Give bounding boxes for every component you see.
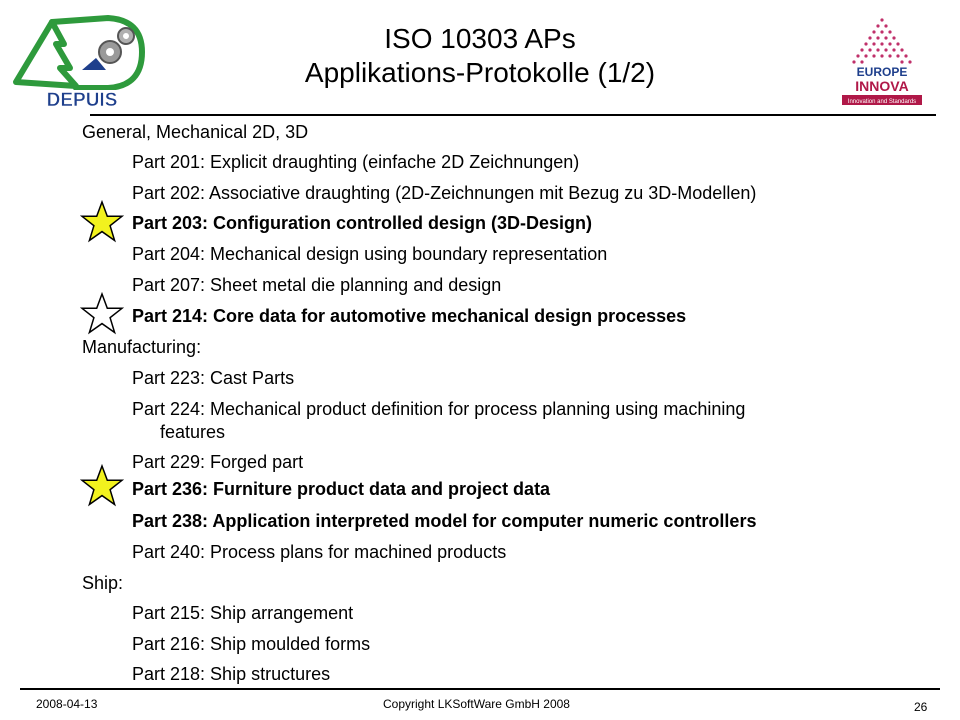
innova-tagline: Innovation and Standards xyxy=(847,99,917,105)
page-number: 26 xyxy=(914,700,928,714)
innova-text: INNOVA xyxy=(855,78,909,94)
footer-copyright: Copyright LKSoftWare GmbH 2008 xyxy=(383,697,570,711)
title-line-2: Applikations-Protokolle (1/2) xyxy=(304,57,656,88)
outline-star-icon xyxy=(80,292,124,336)
list-item-part-223: Part 223: Cast Parts xyxy=(132,368,295,388)
list-item-part-240: Part 240: Process plans for machined products xyxy=(132,542,507,562)
filled-star-icon xyxy=(80,464,124,508)
list-item-part-236: Part 236: Furniture product data and project data xyxy=(132,479,551,499)
list-item-part-218: Part 218: Ship structures xyxy=(132,664,331,684)
list-item-part-204: Part 204: Mechanical design using boundary representation xyxy=(132,244,608,264)
footer-divider xyxy=(20,688,940,690)
list-item-part-201: Part 201: Explicit draughting (einfache 2D Zeichnungen) xyxy=(132,152,580,172)
list-item-part-216: Part 216: Ship moulded forms xyxy=(132,634,371,654)
filled-star-icon xyxy=(80,200,124,244)
list-item-part-229: Part 229: Forged part xyxy=(132,452,304,472)
section-heading-general: General, Mechanical 2D, 3D xyxy=(82,122,309,142)
europe-text: EUROPE xyxy=(856,65,908,79)
section-heading-ship: Ship: xyxy=(82,573,124,593)
list-item-part-203: Part 203: Configuration controlled design (3D-Design) xyxy=(132,213,593,233)
section-heading-manufacturing: Manufacturing: xyxy=(82,337,202,357)
footer-date: 2008-04-13 xyxy=(36,697,98,711)
list-item-part-202: Part 202: Associative draughting (2D-Zeichnungen mit Bezug zu 3D-Modellen) xyxy=(132,183,757,203)
list-item-part-224: Part 224: Mechanical product definition for process planning using machining xyxy=(132,399,746,419)
list-item-part-238: Part 238: Application interpreted model for computer numeric controllers xyxy=(132,511,757,531)
depuis-logo-text: DEPUIS xyxy=(46,90,118,108)
list-item-part-214: Part 214: Core data for automotive mechanical design processes xyxy=(132,306,687,326)
list-item-part-207: Part 207: Sheet metal die planning and design xyxy=(132,275,502,295)
list-item-part-215: Part 215: Ship arrangement xyxy=(132,603,354,623)
title-line-1: ISO 10303 APs xyxy=(384,23,576,54)
list-item-part-224-continuation: features xyxy=(160,422,226,442)
